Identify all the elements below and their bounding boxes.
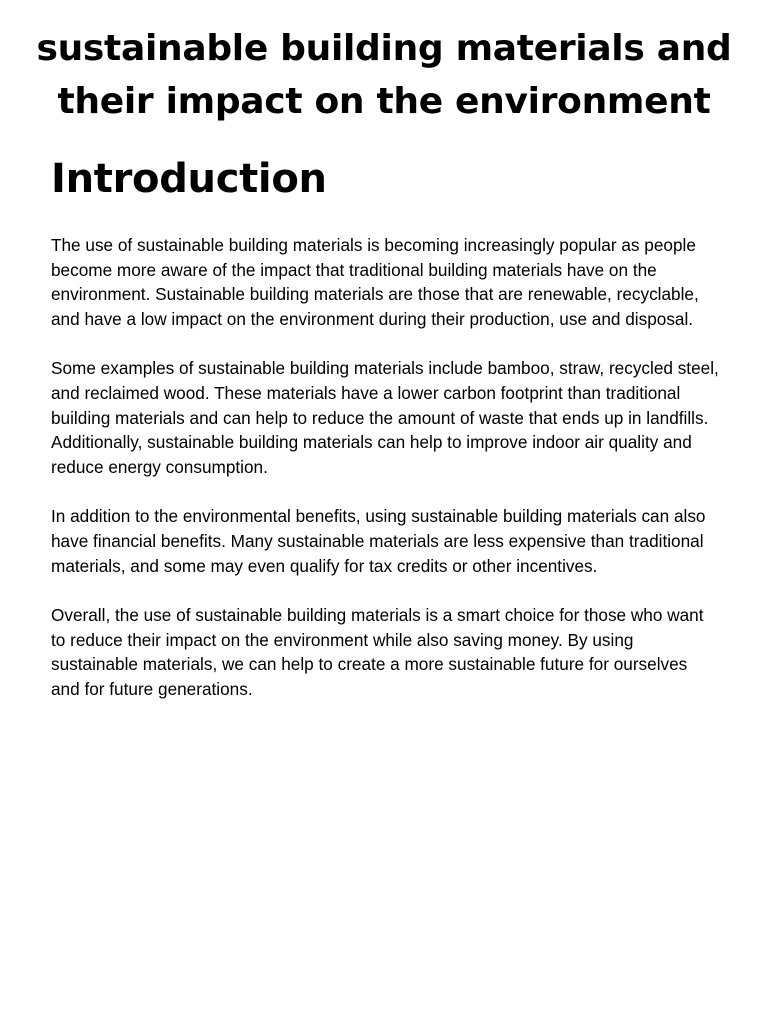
- paragraph: The use of sustainable building materials is becoming increasingly popular as people become more aware of the impact that traditional building materials have on the environment. Sustainable building materials are those that are renewable, recyclable, and have a low impact on the environment during their production, use and disposal.: [51, 235, 699, 330]
- paragraph: In addition to the environmental benefits, using sustainable building materials can also have financial benefits. Many sustainable materials are less expensive than traditional materials, and some may even qualify for tax credits or other incentives.: [51, 506, 706, 576]
- document-body: [51, 233, 719, 726]
- document-title: sustainable building materials and their impact on the environment: [36, 28, 732, 122]
- paragraph: Overall, the use of sustainable building materials is a smart choice for those who want to reduce their impact on the environment while also saving money. By using sustainable materials, we can help to create a more sustainable future for ourselves and for future generations.: [51, 604, 704, 700]
- section-heading-introduction: Introduction: [51, 156, 327, 202]
- paragraph: Some examples of sustainable building materials include bamboo, straw, recycled steel, and reclaimed wood. These materials have a lower carbon footprint than traditional building materials and can help to reduce the amount of waste that ends up in landfills. Additionally, sustainable building materials can help to improve indoor air quality and reduce energy consumption.: [51, 358, 719, 478]
